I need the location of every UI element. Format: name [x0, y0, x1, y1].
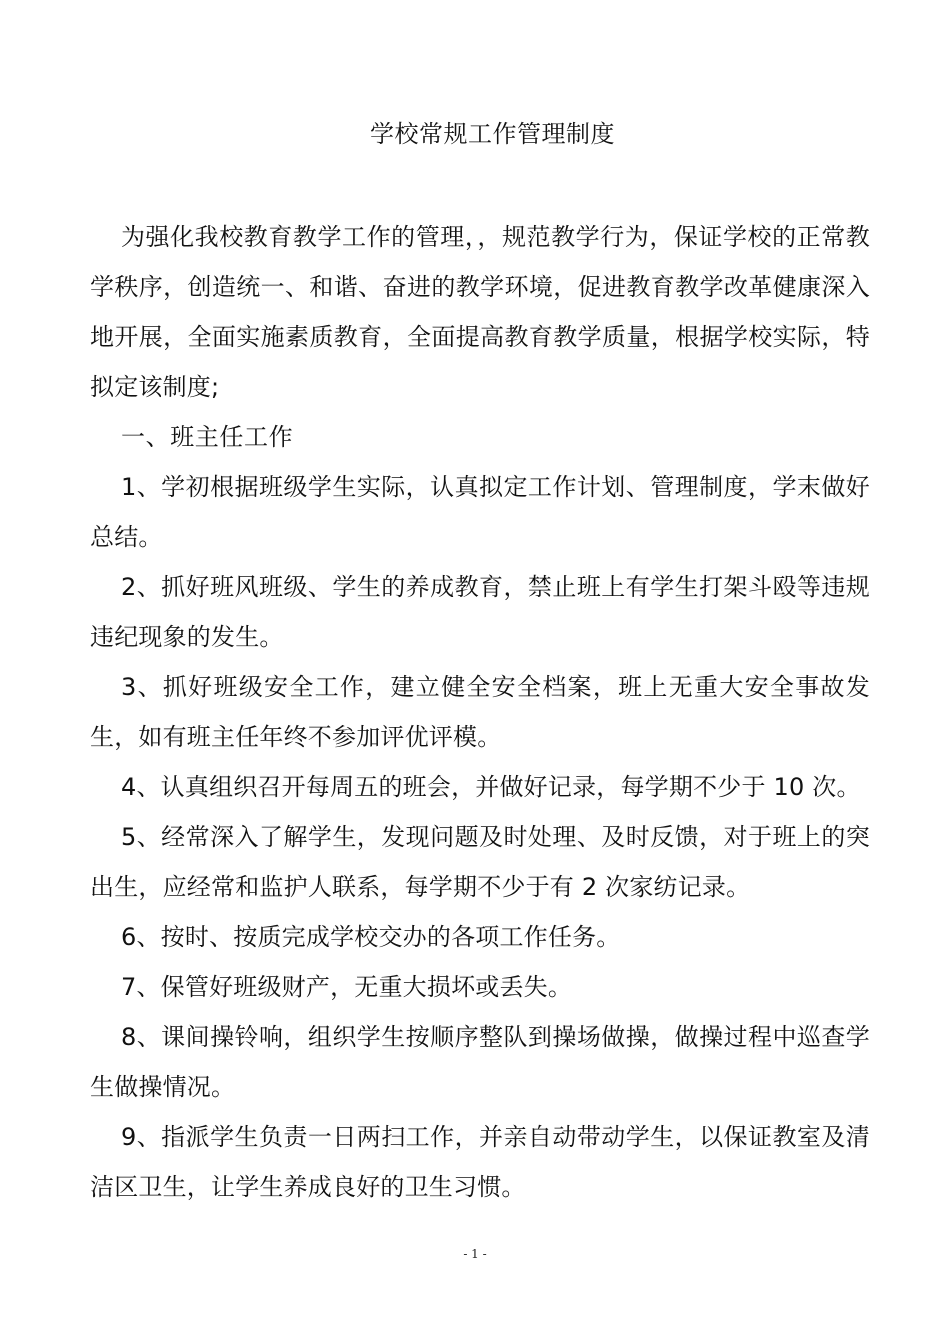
- document-body: [90, 212, 870, 1212]
- list-item: 8、课间操铃响，组织学生按顺序整队到操场做操，做操过程中巡查学生做操情况。: [90, 1023, 870, 1101]
- list-item: 4、认真组织召开每周五的班会，并做好记录，每学期不少于 10 次。: [121, 773, 861, 801]
- intro-paragraph: 为强化我校教育教学工作的管理，，规范教学行为，保证学校的正常教学秩序，创造统一、和谐、奋进的教学环境，促进教育教学改革健康深入地开展，全面实施素质教育，全面提高教育教学质量，根据学校实际，特拟定该制度;: [90, 223, 870, 401]
- list-item: 1、学初根据班级学生实际，认真拟定工作计划、管理制度，学末做好总结。: [90, 473, 870, 551]
- list-item: 9、指派学生负责一日两扫工作，并亲自动带动学生，以保证教室及清洁区卫生，让学生养成良好的卫生习惯。: [90, 1123, 870, 1201]
- list-item: 3、抓好班级安全工作，建立健全安全档案，班上无重大安全事故发生，如有班主任年终不参加评优评模。: [90, 673, 870, 751]
- list-item: 2、抓好班风班级、学生的养成教育，禁止班上有学生打架斗殴等违规违纪现象的发生。: [90, 573, 870, 651]
- list-item: 5、经常深入了解学生，发现问题及时处理、及时反馈，对于班上的突出生，应经常和监护人联系，每学期不少于有 2 次家纺记录。: [90, 823, 870, 901]
- list-item: 7、保管好班级财产，无重大损坏或丢失。: [121, 973, 573, 1001]
- document-title: 学校常规工作管理制度: [370, 120, 615, 148]
- list-item: 6、按时、按质完成学校交办的各项工作任务。: [121, 923, 621, 951]
- section-heading-head-teacher-work: 一、班主任工作: [121, 423, 294, 451]
- page-number: - 1 -: [463, 1247, 487, 1261]
